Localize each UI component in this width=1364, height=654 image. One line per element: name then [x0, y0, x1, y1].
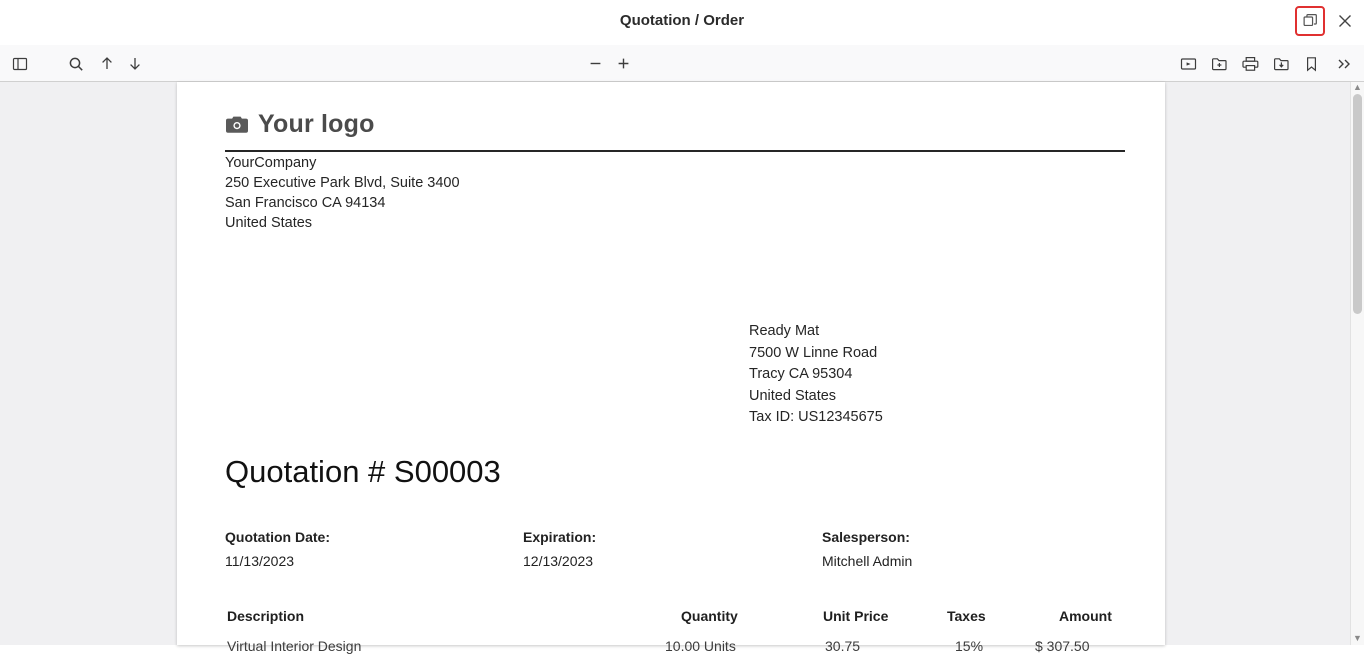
table-row [225, 638, 1125, 654]
row-taxes: 15% [955, 638, 984, 654]
company-city: San Francisco CA 94134 [225, 195, 386, 211]
pdf-page [177, 82, 1165, 654]
column-header-amount: Amount [1059, 608, 1112, 624]
customer-city: Tracy CA 95304 [749, 366, 853, 382]
window-title: Quotation / Order [619, 12, 745, 29]
logo-text: Your logo [258, 110, 375, 138]
company-name: YourCompany [225, 155, 317, 171]
company-country: United States [225, 215, 313, 231]
arrow-up-icon[interactable] [94, 50, 120, 77]
pdf-toolbar [0, 45, 1364, 82]
window-titlebar [0, 0, 1364, 46]
close-icon[interactable] [1330, 6, 1360, 36]
expiration-label: Expiration: [523, 529, 597, 545]
search-icon[interactable] [62, 50, 90, 77]
camera-icon [225, 115, 249, 135]
expiration-block [523, 525, 596, 573]
sidebar-toggle-icon[interactable] [6, 50, 34, 77]
expiration-value: 12/13/2023 [523, 553, 594, 569]
scroll-down-arrow-icon[interactable]: ▼ [1353, 633, 1362, 643]
column-header-unit-price: Unit Price [823, 608, 889, 624]
customer-tax-id: Tax ID: US12345675 [749, 409, 883, 425]
quotation-date-block [225, 525, 330, 573]
customer-country: United States [749, 387, 837, 404]
row-amount: $ 307.50 [1035, 638, 1090, 654]
quotation-date-value: 11/13/2023 [225, 553, 295, 569]
company-street: 250 Executive Park Blvd, Suite 3400 [225, 175, 460, 191]
arrow-down-icon[interactable] [122, 50, 148, 77]
vertical-scrollbar[interactable] [1350, 82, 1364, 645]
pdf-viewer[interactable] [0, 82, 1364, 654]
document-title: Quotation # S00003 [225, 454, 501, 489]
company-address-block [225, 153, 460, 233]
column-header-description: Description [227, 608, 305, 624]
salesperson-block [822, 525, 912, 573]
presentation-mode-icon[interactable] [1174, 50, 1202, 77]
save-file-icon[interactable] [1267, 50, 1295, 77]
print-icon[interactable] [1236, 50, 1264, 77]
minus-icon[interactable] [582, 50, 608, 77]
column-header-taxes: Taxes [947, 608, 986, 624]
customer-name: Ready Mat [749, 323, 820, 339]
plus-icon[interactable] [610, 50, 636, 77]
bookmark-icon[interactable] [1297, 50, 1325, 77]
row-description: Virtual Interior Design [227, 638, 362, 654]
popout-window-icon[interactable] [1295, 6, 1325, 36]
customer-address-block [749, 321, 883, 429]
row-unit-price: 30.75 [825, 638, 861, 654]
double-chevron-right-icon[interactable] [1330, 50, 1358, 77]
column-header-quantity: Quantity [681, 608, 738, 624]
open-file-icon[interactable] [1205, 50, 1233, 77]
customer-street: 7500 W Linne Road [749, 344, 878, 361]
document-logo [225, 110, 375, 139]
scrollbar-thumb[interactable] [1353, 94, 1362, 314]
scroll-up-arrow-icon[interactable]: ▲ [1353, 82, 1362, 92]
salesperson-value: Mitchell Admin [822, 553, 913, 569]
quotation-date-label: Quotation Date: [225, 529, 330, 545]
header-divider [225, 150, 1125, 152]
row-quantity: 10.00 Units [665, 638, 736, 654]
salesperson-label: Salesperson: [822, 529, 910, 545]
